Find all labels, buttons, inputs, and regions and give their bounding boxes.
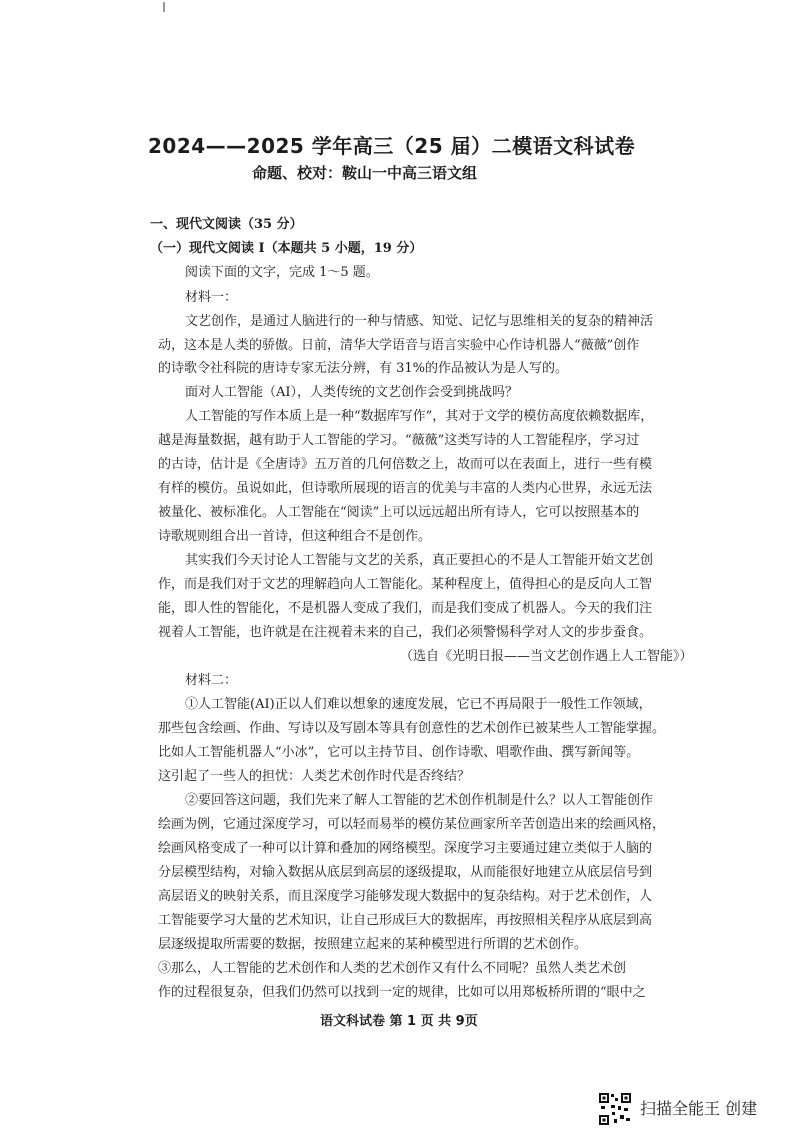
text-line: 比如人工智能机器人“小冰”，它可以主持节目、创作诗歌、唱歌作曲、撰写新闻等。 [158,745,640,760]
text-line: 作，而是我们对于文艺的理解趋向人工智能化。某种程度上，值得担心的是反向人工智 [158,577,653,592]
text-line: 层逐级提取所需要的数据，按照建立起来的某种模型进行所谓的艺术创作。 [158,937,588,952]
page-title: 2024——2025 学年高三（25 届）二模语文科试卷 [148,134,636,158]
text-line: 高层语义的映射关系，而且深度学习能够发现大数据中的复杂结构。对于艺术创作，人 [158,889,653,904]
text-line: 人工智能的写作本质上是一种“数据库写作”，其对于文学的模仿高度依赖数据库， [185,409,654,424]
subsection-heading: （一）现代文阅读 I（本题共 5 小题，19 分） [150,241,423,256]
page-footer: 语文科试卷 第 1 页 共 9页 [320,1014,478,1029]
material-label: 材料二： [185,673,238,688]
text-line: 有样的模仿。虽说如此，但诗歌所展现的语言的优美与丰富的人类内心世界，永远无法 [158,481,653,496]
text-line: 面对人工智能（AI），人类传统的文艺创作会受到挑战吗？ [185,385,519,400]
text-line: 那些包含绘画、作曲、写诗以及写剧本等具有创意性的艺术创作已被某些人工智能掌握。 [158,721,666,736]
text-line: 文艺创作，是通过人脑进行的一种与情感、知觉、记忆与思维相关的复杂的精神活 [185,314,654,329]
page-subtitle: 命题、校对：鞍山一中高三语文组 [252,164,478,182]
section-heading: 一、现代文阅读（35 分） [150,217,303,232]
scan-mark [163,2,165,12]
text-line: 的诗歌令社科院的唐诗专家无法分辨，有 31%的作品被认为是人写的。 [158,361,569,376]
source-citation: （选自《光明日报——当文艺创作遇上人工智能》） [400,649,693,664]
text-line: 绘画为例，它通过深度学习，可以轻而易举的模仿某位画家所辛苦创造出来的绘画风格， [158,817,666,832]
qr-code-icon [598,1092,632,1126]
text-line: 能，即人性的智能化，不是机器人变成了我们，而是我们变成了机器人。今天的我们注 [158,601,653,616]
text-line: ③那么，人工智能的艺术创作和人类的艺术创作又有什么不同呢？虽然人类艺术创 [158,961,627,976]
text-line: 动，这本是人类的骄傲。日前，清华大学语音与语言实验中心作诗机器人“薇薇”创作 [158,338,640,353]
text-line: 的古诗，估计是《全唐诗》五万首的几何倍数之上，故而可以在表面上，进行一些有模 [158,457,653,472]
text-line: ②要回答这问题，我们先来了解人工智能的艺术创作机制是什么？以人工智能创作 [185,793,654,808]
text-line: 作的过程很复杂，但我们仍然可以找到一定的规律，比如可以用郑板桥所谓的“眼中之 [158,985,646,1000]
text-line: 被量化、被标准化。人工智能在“阅读”上可以远远超出所有诗人，它可以按照基本的 [158,505,640,520]
text-line: 诗歌规则组合出一首诗，但这种组合不是创作。 [158,529,432,544]
text-line: 分层模型结构，对输入数据从底层到高层的逐级提取，从而能很好地建立从底层信号到 [158,865,653,880]
instruction-line: 阅读下面的文字，完成 1～5 题。 [185,265,379,280]
text-line: 越是海量数据，越有助于人工智能的学习。“薇薇”这类写诗的人工智能程序，学习过 [158,433,640,448]
text-line: ①人工智能(AI)正以人们难以想象的速度发展，它已不再局限于一般性工作领域， [185,697,652,712]
text-line: 视着人工智能，也许就是在注视着未来的自己，我们必须警惕科学对人文的步步蚕食。 [158,625,653,640]
text-line: 工智能要学习大量的艺术知识，让自己形成巨大的数据库，再按照相关程序从底层到高 [158,913,653,928]
text-line: 绘画风格变成了一种可以计算和叠加的网络模型。深度学习主要通过建立类似于人脑的 [158,841,653,856]
material-label: 材料一： [185,290,238,305]
text-line: 这引起了一些人的担忧：人类艺术创作时代是否终结？ [158,769,471,784]
text-line: 其实我们今天讨论人工智能与文艺的关系，真正要担心的不是人工智能开始文艺创 [185,553,654,568]
watermark-text: 扫描全能王 创建 [640,1099,758,1118]
